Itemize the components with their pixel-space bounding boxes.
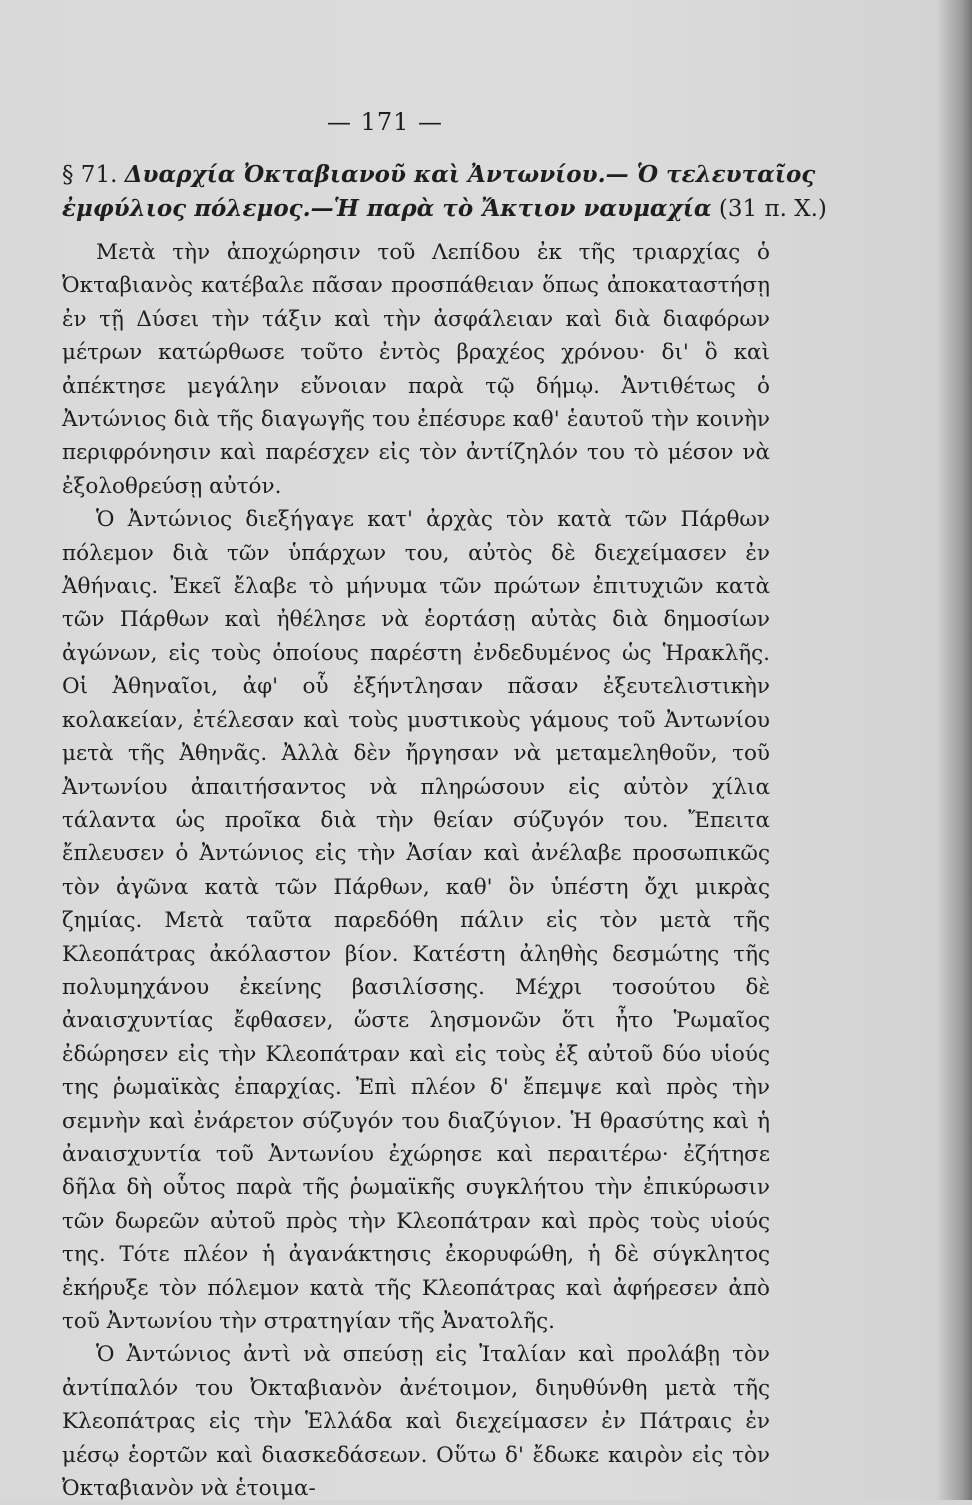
paragraph-2: Ὁ Ἀντώνιος διεξήγαγε κατ' ἀρχὰς τὸν κατὰ τῶν Πάρθων πόλεμον διὰ τῶν ὑπάρχων του, αὐτὸς δὲ διεχείμασεν ἐν Ἀθήναις. Ἐκεῖ ἔλαβε τὸ μήνυμα τῶν πρώτων ἐπιτυχιῶν κατὰ τῶν Πάρθων καὶ ἠθέλησε νὰ ἑορτάσῃ αὐτὰς διὰ δημοσίων ἀγώνων, εἰς τοὺς ὁποίους παρέστη ἐνδεδυμένος ὡς Ἡρακλῆς. Οἱ Ἀθηναῖοι, ἀφ' οὗ ἐξήντλησαν πᾶσαν ἐξευτελιστικὴν κολακείαν, ἐτέλεσαν καὶ τοὺς μυστικοὺς γάμους τοῦ Ἀντωνίου μετὰ τῆς Ἀθηνᾶς. Ἀλλὰ δὲν ἤργησαν νὰ μεταμεληθοῦν, τοῦ Ἀντωνίου ἀπαιτήσαντος νὰ πληρώσουν εἰς αὐτὸν χίλια τάλαντα ὡς προῖκα διὰ τὴν θείαν σύζυγόν του. Ἔπειτα ἔπλευσεν ὁ Ἀντώνιος εἰς τὴν Ἀσίαν καὶ ἀνέλαβε προσωπικῶς τὸν ἀγῶνα κατὰ τῶν Πάρθων, καθ' ὃν ὑπέστη ὄχι μικρὰς ζημίας. Μετὰ ταῦτα παρεδόθη πάλιν εἰς τὸν μετὰ τῆς Κλεοπάτρας ἀκόλαστον βίον. Κατέστη ἀληθὴς δεσμώτης τῆς πολυμηχάνου ἐκείνης βασιλίσσης. Μέχρι τοσούτου δὲ ἀναισχυντίας ἔφθασεν, ὥστε λησμονῶν ὅτι ἦτο Ῥωμαῖος ἐδώρησεν εἰς τὴν Κλεοπάτραν καὶ εἰς τοὺς ἐξ αὐτοῦ δύο υἱούς της ῥωμαϊκὰς ἐπαρχίας. Ἐπὶ πλέον δ' ἔπεμψε καὶ πρὸς τὴν σεμνὴν καὶ ἐνάρετον σύζυγόν του διαζύγιον. Ἡ θρασύτης καὶ ἡ ἀναισχυντία τοῦ Ἀντωνίου ἐχώρησε καὶ περαιτέρω· ἐζήτησε δῆλα δὴ οὗτος παρὰ τῆς ῥωμαϊκῆς συγκλήτου τὴν ἐπικύρωσιν τῶν δωρεῶν αὐτοῦ πρὸς τὴν Κλεοπάτραν καὶ πρὸς τοὺς υἱούς της. Τότε πλέον ἡ ἀγανάκτησις ἐκορυφώθη, ἡ δὲ σύγκλητος ἐκήρυξε τὸν πόλεμον κατὰ τῆς Κλεοπάτρας καὶ ἀφήρεσεν ἀπὸ τοῦ Ἀντωνίου τὴν στρατηγίαν τῆς Ἀνατολῆς. [62, 507, 770, 1334]
section-heading-line-2 [62, 192, 827, 226]
section-number: § 71. [62, 162, 118, 188]
page-number: — 171 — [326, 108, 444, 136]
section-heading-line-1 [62, 158, 816, 192]
page-edge-shadow [936, 0, 972, 1500]
section-title-part-2: ἐμφύλιος πόλεμος.—Ἡ παρὰ τὸ Ἄκτιον ναυμαχία [62, 195, 712, 222]
section-heading [62, 158, 827, 226]
paragraph-1: Μετὰ τὴν ἀποχώρησιν τοῦ Λεπίδου ἐκ τῆς τριαρχίας ὁ Ὀκταβιανὸς κατέβαλε πᾶσαν προσπάθειαν ὅπως ἀποκαταστήσῃ ἐν τῇ Δύσει τὴν τάξιν καὶ τὴν ἀσφάλειαν καὶ διὰ διαφόρων μέτρων κατώρθωσε τοῦτο ἐντὸς βραχέος χρόνου· δι' ὃ καὶ ἀπέκτησε μεγάλην εὔνοιαν παρὰ τῷ δήμῳ. Ἀντιθέτως ὁ Ἀντώνιος διὰ τῆς διαγωγῆς του ἐπέσυρε καθ' ἑαυτοῦ τὴν κοινὴν περιφρόνησιν καὶ παρέσχεν εἰς τὸν ἀντίζηλόν του τὸ μέσον νὰ ἐξολοθρεύσῃ αὐτόν. [62, 240, 770, 499]
section-date: (31 π. Χ.) [718, 196, 827, 222]
paragraph-3: Ὁ Ἀντώνιος ἀντὶ νὰ σπεύσῃ εἰς Ἰταλίαν καὶ προλάβῃ τὸν ἀντίπαλόν του Ὀκταβιανὸν ἀνέτοιμον, διηυθύνθη μετὰ τῆς Κλεοπάτρας εἰς τὴν Ἑλλάδα καὶ διεχείμασεν ἐν Πάτραις ἐν μέσῳ ἑορτῶν καὶ διασκεδάσεων. Οὕτω δ' ἔδωκε καιρὸν εἰς τὸν Ὀκταβιανὸν νὰ ἑτοιμα- [62, 1342, 770, 1502]
body-text [62, 236, 770, 1505]
section-title-part-1: Δυαρχία Ὀκταβιανοῦ καὶ Ἀντωνίου.— Ὁ τελευταῖος [124, 161, 816, 188]
